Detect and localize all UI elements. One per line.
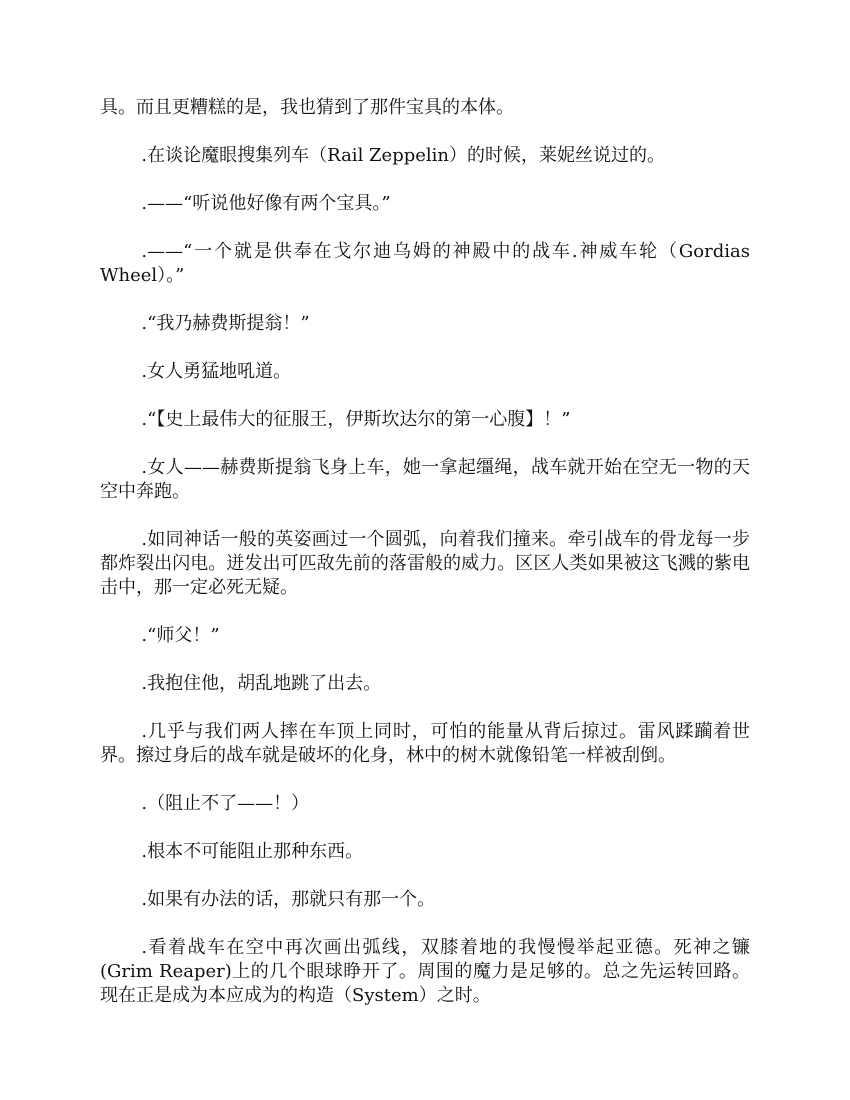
paragraph-12: .几乎与我们两人摔在车顶上同时，可怕的能量从背后掠过。雷风蹂躏着世界。擦过身后的战车就是破坏的化身，林中的树木就像铅笔一样被刮倒。 [100,721,750,766]
paragraph-16: .看着战车在空中再次画出弧线，双膝着地的我慢慢举起亚德。死神之镰(Grim Reaper)上的几个眼球睁开了。周围的魔力是足够的。总之先运转回路。现在正是成为本应成为的构造（System）之时。 [100,937,750,1006]
paragraph-1: 具。而且更糟糕的是，我也猜到了那件宝具的本体。 [100,97,514,118]
paragraph-4: .——“一个就是供奉在戈尔迪乌姆的神殿中的战车.神威车轮（Gordias Wheel）。” [100,241,756,286]
paragraph-9: .如同神话一般的英姿画过一个圆弧，向着我们撞来。牵引战车的骨龙每一步都炸裂出闪电。迸发出可匹敌先前的落雷般的威力。区区人类如果被这飞溅的紫电击中，那一定必死无疑。 [100,529,750,598]
paragraph-11: .我抱住他，胡乱地跳了出去。 [141,673,382,694]
paragraph-6: .女人勇猛地吼道。 [141,361,292,382]
paragraph-10: .“师父！” [141,625,220,646]
paragraph-5: .“我乃赫费斯提翁！” [141,313,310,334]
paragraph-13: .（阻止不了——！） [141,793,310,814]
paragraph-14: .根本不可能阻止那种东西。 [141,841,364,862]
paragraph-2: .在谈论魔眼搜集列车（Rail Zeppelin）的时候，莱妮丝说过的。 [141,145,666,166]
paragraph-3: .——“听说他好像有两个宝具。” [141,193,391,214]
paragraph-8: .女人——赫费斯提翁飞身上车，她一拿起缰绳，战车就开始在空无一物的天空中奔跑。 [100,457,750,502]
document-page [100,96,756,1032]
paragraph-7: .“【史上最伟大的征服王，伊斯坎达尔的第一心腹】！” [141,409,571,430]
paragraph-15: .如果有办法的话，那就只有那一个。 [141,889,436,910]
